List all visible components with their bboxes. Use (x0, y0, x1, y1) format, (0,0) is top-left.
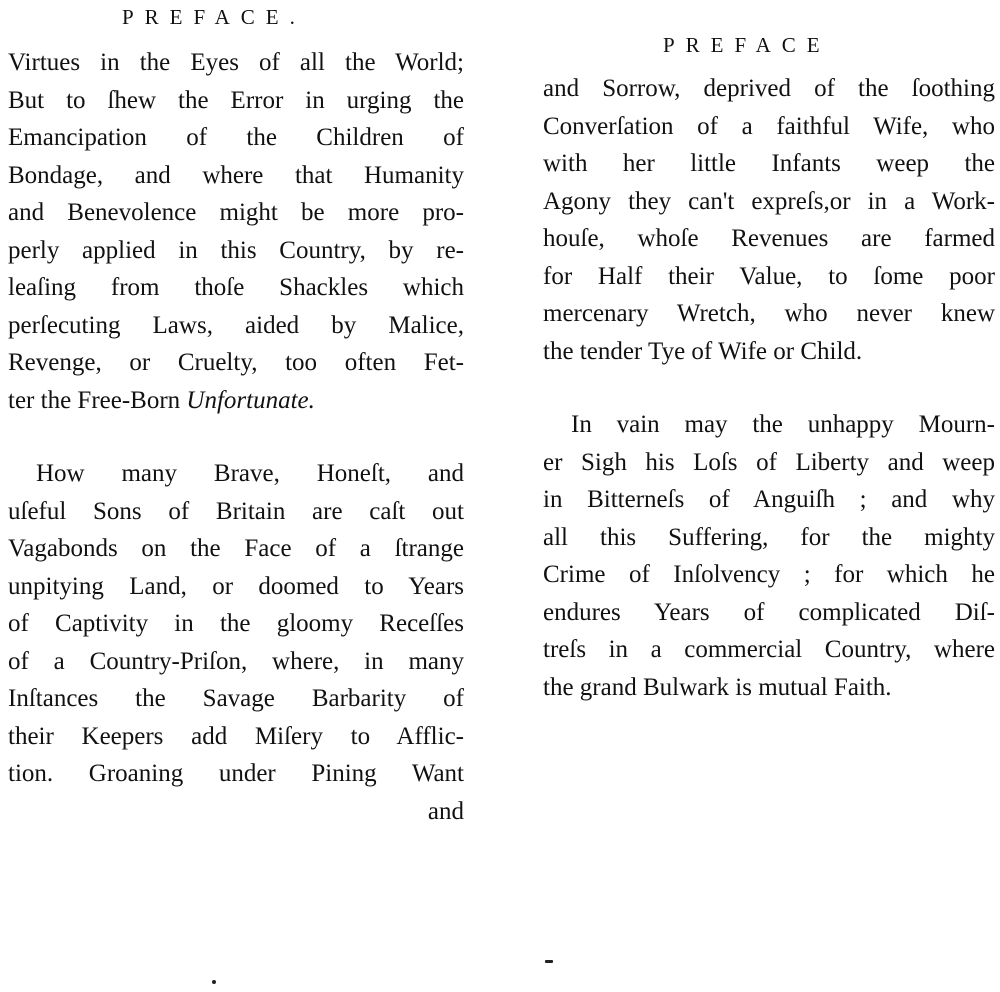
text-line: But to ſhew the Error in urging the (8, 86, 464, 114)
text-line: How many Brave, Honeſt, and (36, 460, 464, 487)
text-line: of a Country-Priſon, where, in many (8, 647, 464, 675)
ink-speck (545, 960, 553, 963)
text-line: in Bitterneſs of Anguiſh ; and why (543, 486, 995, 513)
right-page-header: PREFACE (663, 33, 831, 57)
text-line: leaſing from thoſe Shackles which (8, 274, 464, 301)
text-line: Agony they can't expreſs,or in a Work- (543, 187, 995, 215)
paragraph-gap (543, 370, 995, 406)
text-line: Converſation of a faithful Wife, who (543, 112, 995, 140)
text-line: perly applied in this Country, by re- (8, 236, 464, 264)
right-page (535, 0, 995, 992)
paragraph-gap (8, 419, 464, 455)
text-line: for Half their Value, to ſome poor (543, 262, 995, 290)
right-paragraph-1 (543, 70, 995, 370)
left-text-column (8, 44, 464, 830)
text-line: and Benevolence might be more pro- (8, 199, 464, 226)
right-text-column (543, 70, 995, 706)
text-line: perſecuting Laws, aided by Malice, (8, 311, 464, 339)
text-line: mercenary Wretch, who never knew (543, 300, 995, 327)
text-line: their Keepers add Miſery to Afflic- (8, 722, 464, 750)
left-paragraph-2 (8, 455, 464, 830)
text-line: uſeful Sons of Britain are caſt out (8, 497, 464, 525)
text-line: tion. Groaning under Pining Want (8, 760, 464, 787)
left-paragraph-1 (8, 44, 464, 419)
text-line: with her little Infants weep the (543, 150, 995, 177)
text-line: Bondage, and where that Humanity (8, 161, 464, 189)
text-line: Inſtances the Savage Barbarity of (8, 685, 464, 712)
text-line: Crime of Inſolvency ; for which he (543, 561, 995, 588)
text-line: er Sigh his Loſs of Liberty and weep (543, 448, 995, 476)
text-line: houſe, whoſe Revenues are farmed (543, 225, 995, 252)
italic-word: Unfortunate. (186, 386, 315, 414)
ink-speck (212, 980, 216, 984)
text-line: of Captivity in the gloomy Receſſes (8, 610, 464, 637)
text-line: endures Years of complicated Diſ- (543, 598, 995, 626)
text-line: all this Suffering, for the mighty (543, 523, 995, 551)
text-line-prefix: ter the Free-Born (8, 386, 187, 414)
left-page-header: PREFACE. (122, 5, 306, 29)
text-line: treſs in a commercial Country, where (543, 636, 995, 663)
text-line (8, 382, 464, 420)
right-paragraph-2 (543, 406, 995, 706)
text-line: unpitying Land, or doomed to Years (8, 572, 464, 600)
text-line: In vain may the unhappy Mourn- (571, 411, 995, 438)
text-line: and Sorrow, deprived of the ſoothing (543, 75, 995, 102)
text-line: Virtues in the Eyes of all the World; (8, 49, 464, 76)
text-line: the tender Tye of Wife or Child. (543, 337, 863, 365)
catchword: and (427, 797, 464, 825)
text-line: Vagabonds on the Face of a ſtrange (8, 535, 464, 562)
text-line: the grand Bulwark is mutual Faith. (543, 673, 892, 701)
text-line: Revenge, or Cruelty, too often Fet- (8, 349, 464, 376)
text-line: Emancipation of the Children of (8, 124, 464, 151)
